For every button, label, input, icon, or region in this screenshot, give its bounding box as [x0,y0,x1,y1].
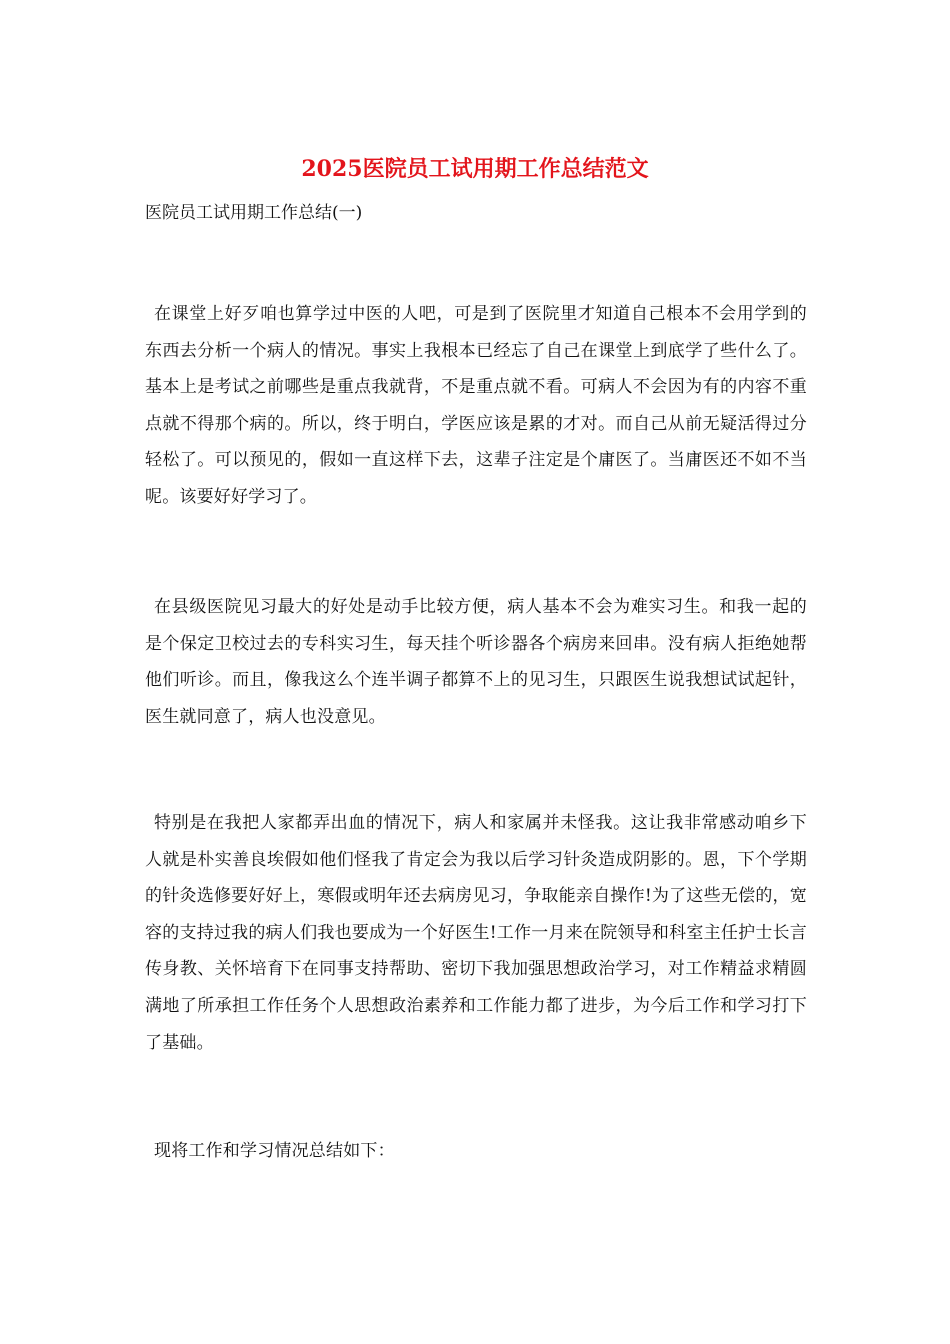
paragraph-4: 现将工作和学习情况总结如下： [154,1141,395,1161]
paragraph-1: 在课堂上好歹咱也算学过中医的人吧，可是到了医院里才知道自己根本不会用学到的东西去分析一个病人的情况。事实上我根本已经忘了自己在课堂上到底学了些什么了。基本上是考试之前哪些是重点我就背，不是重点就不看。可病人不会因为有的内容不重点就不得那个病的。所以，终于明白，学医应该是累的才对。而自己从前无疑活得过分轻松了。可以预见的，假如一直这样下去，这辈子注定是个庸医了。当庸医还不如不当呢。该要好好学习了。 [145,304,807,507]
document-title: 2025医院员工试用期工作总结范文 [301,156,649,182]
paragraph-3: 特别是在我把人家都弄出血的情况下，病人和家属并未怪我。这让我非常感动咱乡下人就是朴实善良埃假如他们怪我了肯定会为我以后学习针灸造成阴影的。恩，下个学期的针灸选修要好好上，寒假或明年还去病房见习，争取能亲自操作!为了这些无偿的，宽容的支持过我的病人们我也要成为一个好医生!工作一月来在院领导和科室主任护士长言传身教、关怀培育下在同事支持帮助、密切下我加强思想政治学习，对工作精益求精圆满地了所承担工作任务个人思想政治素养和工作能力都了进步，为今后工作和学习打下了基础。 [145,813,807,1053]
section-subtitle: 医院员工试用期工作总结(一) [145,203,363,223]
paragraph-2: 在县级医院见习最大的好处是动手比较方便，病人基本不会为难实习生。和我一起的是个保定卫校过去的专科实习生，每天挂个听诊器各个病房来回串。没有病人拒绝她帮他们听诊。而且，像我这么个连半调子都算不上的见习生，只跟医生说我想试试起针，医生就同意了，病人也没意见。 [145,597,807,727]
